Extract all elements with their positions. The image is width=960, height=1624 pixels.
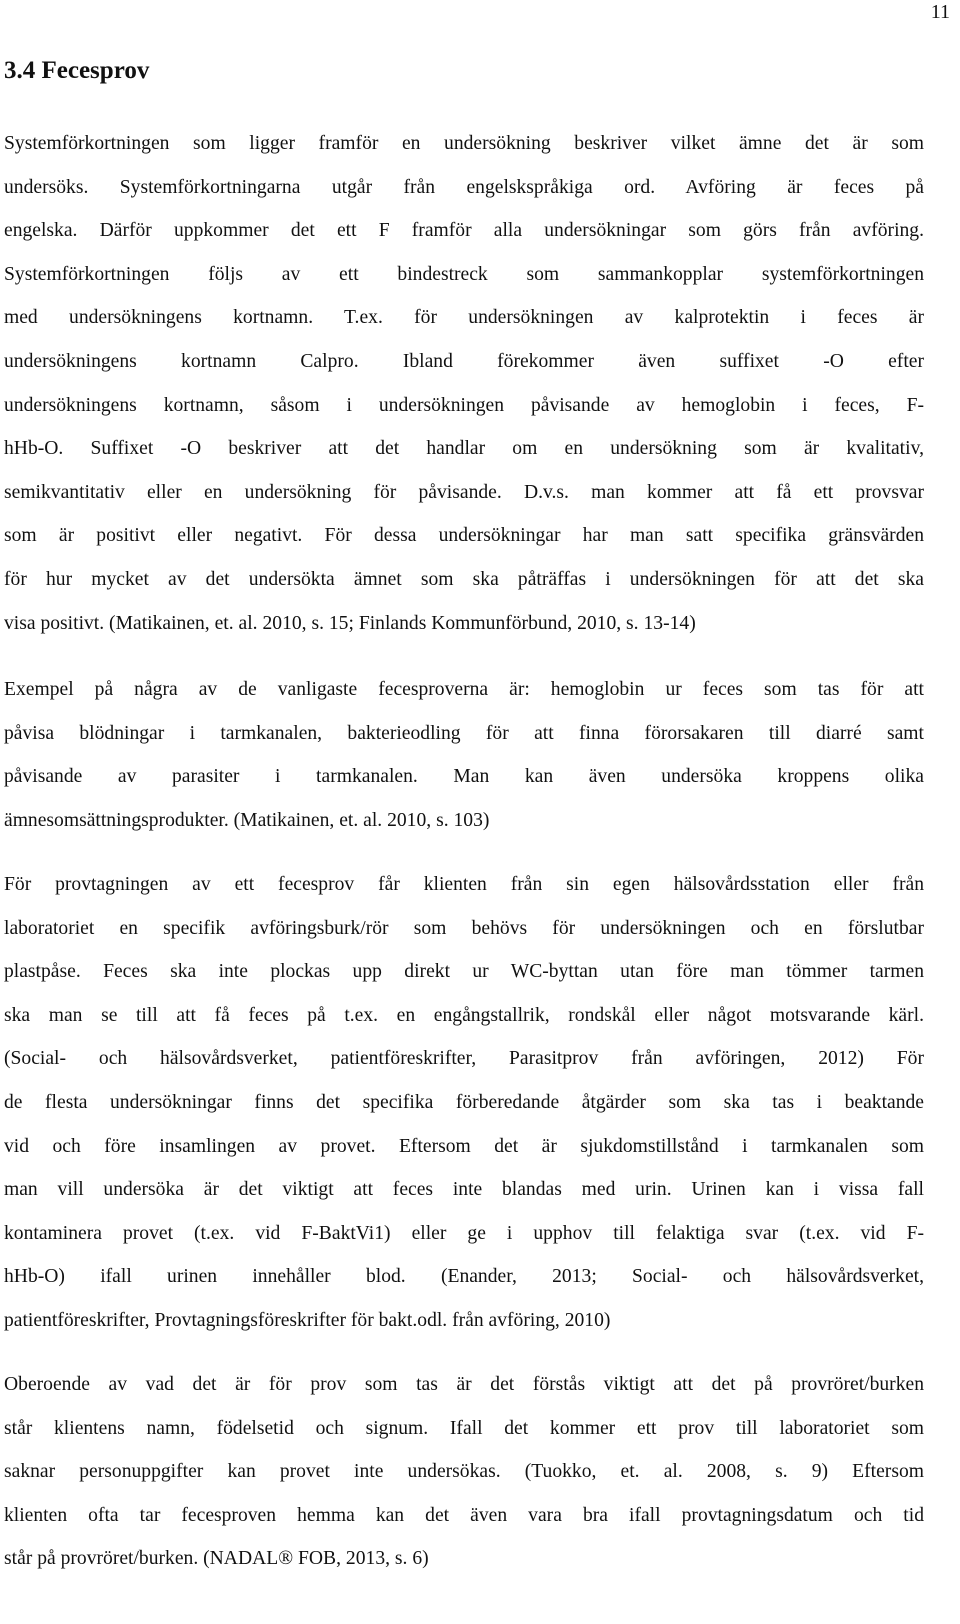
text-line: (Social- och hälsovårdsverket, patientföreskrifter, Parasitprov från avföringen, 2012) För — [4, 1048, 924, 1070]
text-line: med undersökningens kortnamn. T.ex. för undersökningen av kalprotektin i feces är — [4, 307, 924, 329]
text-line: man vill undersöka är det viktigt att feces inte blandas med urin. Urinen kan i vissa fall — [4, 1179, 924, 1201]
text-line: visa positivt. (Matikainen, et. al. 2010, s. 15; Finlands Kommunförbund, 2010, s. 13-14) — [4, 612, 696, 634]
text-line: undersöks. Systemförkortningarna utgår från engelskspråkiga ord. Avföring är feces på — [4, 176, 924, 198]
text-line: ämnesomsättningsprodukter. (Matikainen, et. al. 2010, s. 103) — [4, 809, 490, 831]
text-line: hHb-O. Suffixet -O beskriver att det handlar om en undersökning som är kvalitativ, — [4, 438, 924, 460]
text-line: de flesta undersökningar finns det specifika förberedande åtgärder som ska tas i beaktande — [4, 1091, 924, 1113]
paragraph-sample-collection — [4, 863, 924, 1343]
text-line: semikvantitativ eller en undersökning för påvisande. D.v.s. man kommer att få ett provsvar — [4, 481, 924, 503]
section-heading: 3.4 Fecesprov — [4, 57, 150, 84]
text-line: saknar personuppgifter kan provet inte undersökas. (Tuokko, et. al. 2008, s. 9) Eftersom — [4, 1461, 924, 1483]
text-line: för hur mycket av det undersökta ämnet som ska påträffas i undersökningen för att det ska — [4, 568, 924, 590]
text-line: som är positivt eller negativt. För dessa undersökningar har man satt specifika gränsvärden — [4, 525, 924, 547]
text-line: kontaminera provet (t.ex. vid F-BaktVi1) eller ge i upphov till felaktiga svar (t.ex. vid F- — [4, 1222, 924, 1244]
text-line: Exempel på några av de vanligaste fecesproverna är: hemoglobin ur feces som tas för att — [4, 679, 924, 700]
text-line: laboratoriet en specifik avföringsburk/rör som behövs för undersökningen och en förslutbar — [4, 917, 924, 939]
text-line: Systemförkortningen följs av ett bindestreck som sammankopplar systemförkortningen — [4, 263, 924, 285]
text-line: patientföreskrifter, Provtagningsföreskrifter för bakt.odl. från avföring, 2010) — [4, 1309, 611, 1331]
text-line: vid och före insamlingen av provet. Eftersom det är sjukdomstillstånd i tarmkanalen som — [4, 1135, 924, 1157]
text-line: klienten ofta tar fecesproven hemma kan det även vara bra ifall provtagningsdatum och tid — [4, 1504, 924, 1526]
text-line: Oberoende av vad det är för prov som tas är det förstås viktigt att det på provröret/burken — [4, 1374, 924, 1395]
text-line: står klientens namn, födelsetid och signum. Ifall det kommer ett prov till laboratoriet som — [4, 1417, 924, 1439]
text-line: påvisande av parasiter i tarmkanalen. Man kan även undersöka kroppens olika — [4, 766, 924, 788]
text-line: ska man se till att få feces på t.ex. en engångstallrik, rondskål eller något motsvarande kärl. — [4, 1004, 924, 1026]
paragraph-system-abbreviations — [4, 122, 924, 645]
text-line: undersökningens kortnamn, såsom i undersökningen påvisande av hemoglobin i feces, F- — [4, 394, 924, 416]
text-line: Systemförkortningen som ligger framför en undersökning beskriver vilket ämne det är som — [4, 133, 924, 154]
text-line: plastpåse. Feces ska inte plockas upp direkt ur WC-byttan utan före man tömmer tarmen — [4, 961, 924, 983]
page-number: 11 — [930, 1, 950, 23]
text-line: engelska. Därför uppkommer det ett F framför alla undersökningar som görs från avföring. — [4, 220, 924, 242]
paragraph-common-samples — [4, 668, 924, 842]
text-line: står på provröret/burken. (NADAL® FOB, 2013, s. 6) — [4, 1548, 429, 1570]
text-line: För provtagningen av ett fecesprov får klienten från sin egen hälsovårdsstation eller från — [4, 874, 924, 895]
text-line: undersökningens kortnamn Calpro. Ibland förekommer även suffixet -O efter — [4, 350, 924, 372]
text-line: påvisa blödningar i tarmkanalen, bakterieodling för att finna förorsakaren till diarré samt — [4, 722, 924, 744]
paragraph-sample-labeling — [4, 1363, 924, 1581]
text-line: hHb-O) ifall urinen innehåller blod. (Enander, 2013; Social- och hälsovårdsverket, — [4, 1266, 924, 1288]
